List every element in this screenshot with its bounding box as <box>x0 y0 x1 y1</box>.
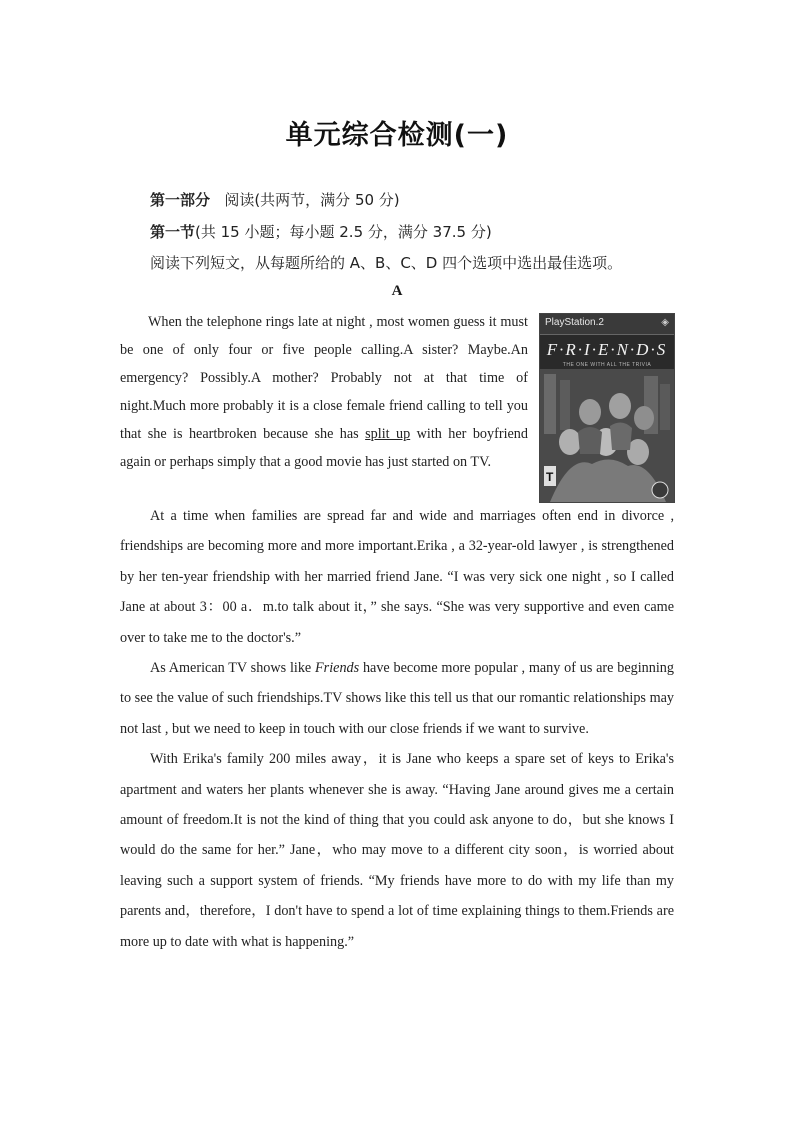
p1-text-after: with her boyfriend again or perhaps simply that a good movie has just started on TV. <box>120 426 528 470</box>
cover-subtitle: THE ONE WITH ALL THE TRIVIA <box>562 362 652 368</box>
paragraph-2: At a time when families are spread far and wide and marriages often end in divorce , friendships are becoming more and more important.Erika , a 32-year-old lawyer , is strengthened by her ten-year friendship with her married friend Jane. “I was very sick one night , so I called Jane at about 3：00 a．m.to talk about it，” she says. “She was very supportive and even came over to take me to the doctor's.” <box>120 508 674 646</box>
part-desc: 阅读(共两节，满分 50 分) <box>224 191 400 209</box>
page-title: 单元综合检测(一) <box>285 120 509 151</box>
paragraph-4: With Erika's family 200 miles away，it is Jane who keeps a spare set of keys to Erika's apartment and waters her plants whenever she is away. “Having Jane around gives me a certain amount of freedom.It is not the kind of thing that you could ask anyone to do，but she knows I would do the same for her.” Jane，who may move to a different city soon，is worried about leaving such a support system of friends. “My friends have more to do with my life than my parents and，therefore，I don't have to spend a lot of time explaining things to them.Friends are more up to date with what is happening.” <box>120 751 674 950</box>
show-name-italic: Friends <box>315 660 360 677</box>
friends-game-cover-image <box>539 313 675 503</box>
section-label: 第一节 <box>150 223 196 241</box>
playstation-icon: ◈ <box>661 317 669 328</box>
p3-text-after: have become more popular , many of us are beginning to see the value of such friendships.TV shows like this tell us that our romantic relationships may not last , but we need to keep in touch with our close friends if we want to survive. <box>120 660 674 737</box>
p3-text-before: As American TV shows like <box>150 660 316 677</box>
section-desc: (共 15 小题；每小题 2.5 分，满分 37.5 分) <box>195 223 492 241</box>
section-heading <box>150 221 492 242</box>
paragraph-3 <box>120 653 674 744</box>
part-heading <box>150 189 400 210</box>
instruction-text: 阅读下列短文，从每题所给的 A、B、C、D 四个选项中选出最佳选项。 <box>150 254 623 272</box>
part-label: 第一部分 <box>150 191 211 209</box>
passage-label: A <box>391 283 403 299</box>
paragraph-1 <box>120 308 528 476</box>
underlined-phrase: split up <box>365 426 411 442</box>
cover-title: F·R·I·E·N·D·S <box>546 340 668 359</box>
platform-logo: PlayStation.2 <box>545 317 604 328</box>
svg-text:T: T <box>546 470 554 484</box>
p1-text-before: When the telephone rings late at night , most women guess it must be one of only four or five people calling.A sister? Maybe.An emergency? Possibly.A mother? Probably not at that time of night.Much more probably it is a close female friend calling to tell you that she is heartbroken because she has <box>120 314 528 442</box>
passage-body <box>120 501 674 957</box>
